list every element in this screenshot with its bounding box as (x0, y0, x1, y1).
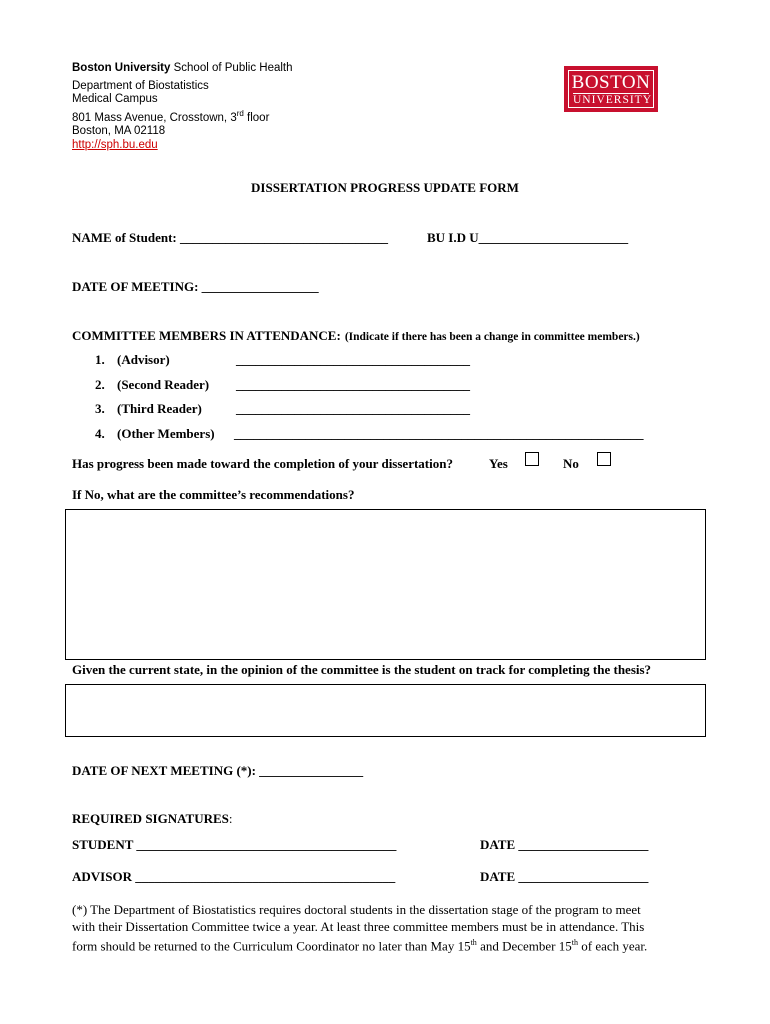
member-role-third-reader: (Third Reader) (117, 401, 202, 416)
no-label: No (563, 456, 579, 471)
campus: Medical Campus (72, 93, 158, 106)
progress-question: Has progress been made toward the completion of your dissertation? (72, 456, 453, 471)
bu-id-field[interactable]: BU I.D U_______________________ (427, 230, 629, 245)
member-number: 3. (95, 401, 105, 416)
student-date-field[interactable]: DATE ____________________ (480, 837, 649, 852)
boston-university-logo: BOSTON UNIVERSITY (564, 66, 658, 112)
yes-checkbox[interactable] (525, 452, 539, 466)
member-number: 1. (95, 352, 105, 367)
committee-heading: COMMITTEE MEMBERS IN ATTENDANCE: (Indicate if there has been a change in committee members.) (72, 328, 640, 343)
meeting-date-field[interactable]: DATE OF MEETING: __________________ (72, 279, 319, 294)
website-link[interactable]: http://sph.bu.edu (72, 138, 158, 151)
member-number: 4. (95, 426, 105, 441)
advisor-signature-field[interactable]: ADVISOR ________________________________________ (72, 869, 396, 884)
member-role-other: (Other Members) (117, 426, 215, 441)
member-role-advisor: (Advisor) (117, 352, 170, 367)
advisor-line[interactable]: ____________________________________ (236, 352, 470, 367)
street-address: 801 Mass Avenue, Crosstown, 3rd floor (72, 108, 270, 124)
yes-label: Yes (489, 456, 508, 471)
on-track-question: Given the current state, in the opinion of the committee is the student on track for completing the thesis? (72, 662, 652, 677)
student-name-field[interactable]: NAME of Student: ________________________________ (72, 230, 388, 245)
department: Department of Biostatistics (72, 79, 209, 92)
third-reader-line[interactable]: ____________________________________ (236, 401, 470, 416)
second-reader-line[interactable]: ____________________________________ (236, 377, 470, 392)
header-address (72, 62, 293, 152)
school-name: School of Public Health (170, 62, 293, 74)
university-name: Boston University (72, 62, 171, 74)
recommendations-question: If No, what are the committee’s recommendations? (72, 487, 355, 502)
committee-note: (Indicate if there has been a change in committee members.) (344, 331, 640, 343)
member-number: 2. (95, 377, 105, 392)
recommendations-textarea[interactable] (65, 509, 706, 660)
no-checkbox[interactable] (597, 452, 611, 466)
other-members-line[interactable]: _______________________________________________________________ (234, 426, 644, 441)
signatures-heading: REQUIRED SIGNATURES: (72, 811, 233, 826)
footnote: (*) The Department of Biostatistics requires doctoral students in the dissertation stage of the program to meet with their Dissertation Committee twice a year. At least three committee members must be in attendance. This form should be returned to the Curriculum Coordinator no later than May 15th and December 15th of each year. (72, 902, 648, 954)
on-track-textarea[interactable] (65, 684, 706, 737)
member-role-second-reader: (Second Reader) (117, 377, 210, 392)
city: Boston, MA 02118 (72, 125, 166, 138)
form-title: DISSERTATION PROGRESS UPDATE FORM (251, 180, 519, 195)
advisor-date-field[interactable]: DATE ____________________ (480, 869, 649, 884)
student-signature-field[interactable]: STUDENT ________________________________________ (72, 837, 397, 852)
next-meeting-field[interactable]: DATE OF NEXT MEETING (*): ________________ (72, 763, 364, 778)
